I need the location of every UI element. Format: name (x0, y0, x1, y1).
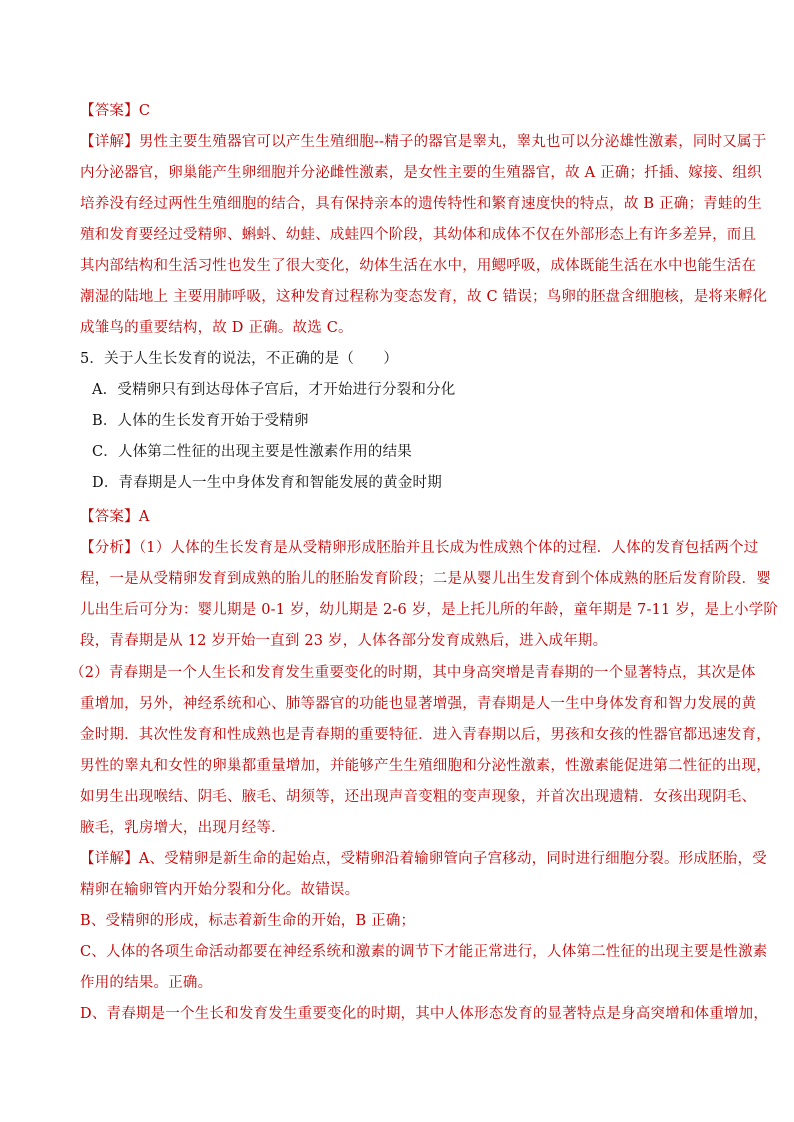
q5-detail-line-5: 作用的结果。正确。 (80, 975, 213, 991)
q5-detail-line-1: 【详解】A、受精卵是新生命的起始点，受精卵沿着输卵管向子宫移动，同时进行细胞分裂。形成胚胎，受 (80, 851, 767, 867)
q5-detail-line-3: B、受精卵的形成，标志着新生命的开始，B 正确； (80, 913, 416, 929)
q5-analysis-line-4: 段，青春期是从 12 岁开始一直到 23 岁，人体各部分发育成熟后，进入成年期。 (80, 633, 608, 649)
q4-detail-line-7: 成雏鸟的重要结构，故 D 正确。故选 C。 (80, 320, 353, 336)
q5-analysis-line-10: 腋毛，乳房增大，出现月经等． (80, 820, 286, 836)
q5-analysis-line-3: 儿出生后可分为：婴儿期是 0-1 岁，幼儿期是 2-6 岁，是上托儿所的年龄，童年期是 7-11 岁，是上小学阶 (80, 602, 779, 618)
answer-value: A (138, 509, 150, 525)
analysis-label: 【分析】 (80, 540, 139, 556)
q5-analysis-line-2: 程，一是从受精卵发育到成熟的胎儿的胚胎发育阶段；二是从婴儿出生发育到个体成熟的胚后发育阶段．婴 (80, 571, 771, 587)
q5-detail-line-6: D、青春期是一个生长和发育发生重要变化的时期，其中人体形态发育的显著特点是身高突增和体重增加， (80, 1006, 769, 1022)
question-5-stem: 5．关于人生长发育的说法，不正确的是（ ） (80, 351, 399, 367)
q4-detail-line-1: 【详解】男性主要生殖器官可以产生生殖细胞--精子的器官是睾丸，睾丸也可以分泌雄性激素，同时又属于 (80, 134, 767, 150)
answer-label: 【答案】 (80, 103, 139, 119)
answer-label: 【答案】 (80, 509, 139, 525)
q5-detail-line-2: 精卵在输卵管内开始分裂和分化。故错误。 (80, 882, 360, 898)
q5-analysis-line-8: 男性的睾丸和女性的卵巢都重量增加，并能够产生生殖细胞和分泌性激素，性激素能促进第二性征的出现， (80, 758, 771, 774)
q4-detail-line-2: 内分泌器官，卵巢能产生卵细胞并分泌雌性激素，是女性主要的生殖器官，故 A 正确；扦插、嫁接、组织 (80, 165, 762, 181)
q5-analysis-line-5: （2）青春期是一个人生长和发育发生重要变化的时期，其中身高突增是青春期的一个显著特点，其次是体 (70, 665, 756, 681)
q5-analysis-line-1: 【分析】（1）人体的生长发育是从受精卵形成胚胎并且长成为性成熟个体的过程．人体的发育包括两个过 (80, 540, 759, 556)
q4-detail-line-6: 潮湿的陆地上 主要用肺呼吸，这种发育过程称为变态发育，故 C 错误；鸟卵的胚盘含细胞核，是将来孵化 (80, 289, 768, 305)
q4-answer (80, 101, 150, 121)
q5-detail-line-4: C、人体的各项生命活动都要在神经系统和激素的调节下才能正常进行，人体第二性征的出现主要是性激素 (80, 944, 768, 960)
q4-detail-line-5: 其内部结构和生活习性也发生了很大变化，幼体生活在水中，用鳃呼吸，成体既能生活在水中也能生活在 (80, 258, 757, 274)
detail-label: 【详解】 (80, 851, 139, 867)
option-a: A．受精卵只有到达母体子宫后，才开始进行分裂和分化 (92, 382, 456, 398)
detail-label: 【详解】 (80, 134, 139, 150)
option-c: C．人体第二性征的出现主要是性激素作用的结果 (92, 444, 412, 460)
q5-analysis-line-6: 重增加，另外，神经系统和心、肺等器官的功能也显著增强，青春期是人一生中身体发育和智力发展的黄 (80, 696, 757, 712)
q5-analysis-line-7: 金时期．其次性发育和性成熟也是青春期的重要特征．进入青春期以后，男孩和女孩的性器官都迅速发育， (80, 727, 771, 743)
q4-detail-line-4: 殖和发育要经过受精卵、蝌蚪、幼蛙、成蛙四个阶段，其幼体和成体不仅在外部形态上有许多差异，而且 (80, 227, 757, 243)
q4-detail-line-3: 培养没有经过两性生殖细胞的结合，具有保持亲本的遗传特性和繁育速度快的特点，故 B 正确；青蛙的生 (80, 196, 762, 212)
q5-analysis-line-9: 如男生出现喉结、阴毛、腋毛、胡须等，还出现声音变粗的变声现象，并首次出现遗精．女孩出现阴毛、 (80, 789, 757, 805)
q5-answer (80, 507, 149, 527)
option-b: B．人体的生长发育开始于受精卵 (92, 413, 309, 429)
answer-value: C (138, 103, 151, 119)
option-d: D．青春期是人一生中身体发育和智能发展的黄金时期 (92, 475, 442, 491)
